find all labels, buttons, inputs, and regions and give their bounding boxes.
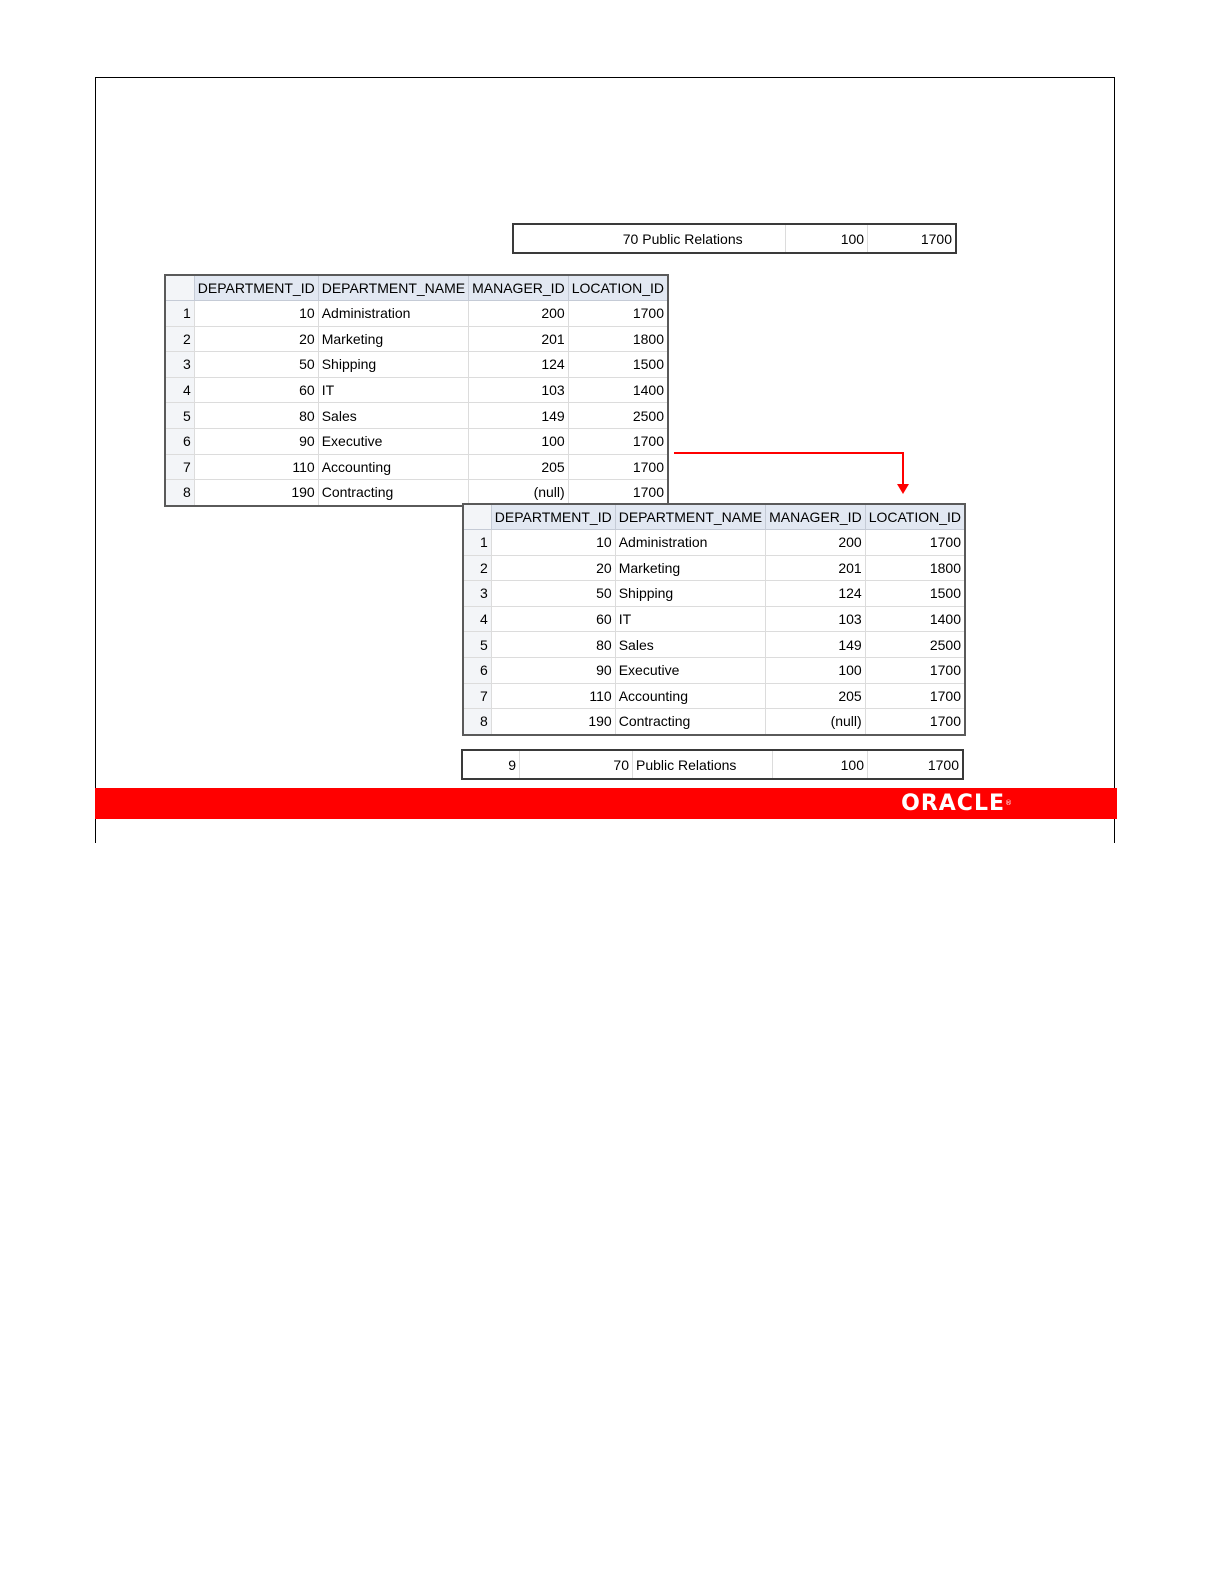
table-row	[463, 581, 965, 607]
cell-department-name: Marketing	[318, 326, 468, 352]
cell-department-id: 90	[491, 657, 615, 683]
row-number-header	[165, 275, 194, 301]
row-number: 4	[165, 377, 194, 403]
cell-department-id: 10	[194, 301, 318, 327]
table-row	[165, 301, 668, 327]
cell-manager-id: 100	[766, 657, 866, 683]
row-number: 6	[165, 428, 194, 454]
row-number: 4	[463, 606, 491, 632]
table-row	[463, 555, 965, 581]
cell-manager-id: 124	[766, 581, 866, 607]
cell-manager-id: (null)	[469, 480, 569, 506]
table-row	[165, 480, 668, 506]
cell-department-name: Accounting	[318, 454, 468, 480]
table-row	[463, 683, 965, 709]
row-number: 3	[165, 352, 194, 378]
cell-manager-id: 200	[766, 530, 866, 556]
cell-department-name: Shipping	[318, 352, 468, 378]
column-header: MANAGER_ID	[766, 504, 866, 530]
cell-department-id: 190	[491, 709, 615, 735]
oracle-logo: ORACLE®	[901, 791, 1013, 816]
cell-manager-id: 201	[469, 326, 569, 352]
row-number: 6	[463, 657, 491, 683]
cell-department-id: 10	[491, 530, 615, 556]
inserted-row-manager-id: 100	[773, 750, 868, 779]
cell-department-name: Contracting	[615, 709, 765, 735]
cell-manager-id: 149	[469, 403, 569, 429]
cell-location-id: 1800	[568, 326, 668, 352]
row-number: 8	[463, 709, 491, 735]
cell-location-id: 1500	[568, 352, 668, 378]
cell-manager-id: 103	[469, 377, 569, 403]
column-header: LOCATION_ID	[865, 504, 965, 530]
new-row-department: 70 Public Relations	[513, 224, 785, 253]
cell-manager-id: 205	[766, 683, 866, 709]
cell-location-id: 1700	[568, 428, 668, 454]
table-row	[165, 352, 668, 378]
cell-department-id: 20	[491, 555, 615, 581]
cell-department-name: IT	[615, 606, 765, 632]
cell-department-id: 50	[194, 352, 318, 378]
cell-location-id: 1400	[568, 377, 668, 403]
row-number: 5	[463, 632, 491, 658]
inserted-row-department-name: Public Relations	[633, 750, 773, 779]
cell-department-id: 90	[194, 428, 318, 454]
cell-location-id: 1700	[865, 709, 965, 735]
cell-manager-id: (null)	[766, 709, 866, 735]
cell-department-id: 20	[194, 326, 318, 352]
cell-department-name: Marketing	[615, 555, 765, 581]
table-header-row	[463, 504, 965, 530]
cell-manager-id: 124	[469, 352, 569, 378]
cell-department-name: Sales	[318, 403, 468, 429]
inserted-row	[461, 749, 964, 780]
column-header: DEPARTMENT_NAME	[318, 275, 468, 301]
row-number-header	[463, 504, 491, 530]
cell-department-name: Accounting	[615, 683, 765, 709]
cell-manager-id: 201	[766, 555, 866, 581]
cell-location-id: 1700	[865, 530, 965, 556]
cell-location-id: 1700	[568, 301, 668, 327]
table-row	[463, 530, 965, 556]
table-row	[165, 403, 668, 429]
table-row	[463, 606, 965, 632]
table-row	[165, 377, 668, 403]
cell-location-id: 2500	[865, 632, 965, 658]
table-row	[463, 632, 965, 658]
column-header: DEPARTMENT_ID	[491, 504, 615, 530]
cell-department-name: Sales	[615, 632, 765, 658]
row-number: 7	[463, 683, 491, 709]
row-number: 8	[165, 480, 194, 506]
cell-department-name: IT	[318, 377, 468, 403]
row-number: 1	[463, 530, 491, 556]
cell-department-name: Executive	[615, 657, 765, 683]
table-header-row	[165, 275, 668, 301]
new-row-manager-id: 100	[785, 224, 867, 253]
cell-department-id: 60	[194, 377, 318, 403]
cell-manager-id: 149	[766, 632, 866, 658]
cell-location-id: 1700	[568, 480, 668, 506]
table-row	[165, 326, 668, 352]
cell-location-id: 1800	[865, 555, 965, 581]
cell-location-id: 1400	[865, 606, 965, 632]
cell-manager-id: 200	[469, 301, 569, 327]
cell-department-name: Administration	[318, 301, 468, 327]
cell-department-name: Administration	[615, 530, 765, 556]
departments-table-before	[164, 274, 669, 507]
column-header: MANAGER_ID	[469, 275, 569, 301]
cell-department-id: 50	[491, 581, 615, 607]
cell-manager-id: 205	[469, 454, 569, 480]
cell-department-id: 60	[491, 606, 615, 632]
inserted-row-department-id: 70	[520, 750, 633, 779]
cell-department-id: 80	[491, 632, 615, 658]
departments-table-after	[462, 503, 966, 736]
row-number: 1	[165, 301, 194, 327]
new-row-input	[512, 223, 957, 254]
cell-department-name: Shipping	[615, 581, 765, 607]
table-row	[165, 454, 668, 480]
cell-department-id: 190	[194, 480, 318, 506]
cell-location-id: 1700	[865, 683, 965, 709]
table-row	[463, 709, 965, 735]
cell-location-id: 2500	[568, 403, 668, 429]
cell-department-id: 80	[194, 403, 318, 429]
row-number: 7	[165, 454, 194, 480]
row-number: 3	[463, 581, 491, 607]
new-row-location-id: 1700	[920, 230, 952, 247]
row-number: 2	[165, 326, 194, 352]
insert-arrow	[670, 446, 915, 498]
cell-department-id: 110	[194, 454, 318, 480]
table-row	[463, 657, 965, 683]
oracle-banner	[95, 788, 1117, 819]
column-header: DEPARTMENT_ID	[194, 275, 318, 301]
cell-location-id: 1700	[568, 454, 668, 480]
inserted-row-location-id: 1700	[927, 756, 959, 773]
cell-location-id: 1500	[865, 581, 965, 607]
cell-manager-id: 100	[469, 428, 569, 454]
column-header: DEPARTMENT_NAME	[615, 504, 765, 530]
cell-manager-id: 103	[766, 606, 866, 632]
cell-location-id: 1700	[865, 657, 965, 683]
cell-department-name: Contracting	[318, 480, 468, 506]
row-number: 5	[165, 403, 194, 429]
row-number: 2	[463, 555, 491, 581]
inserted-row-number: 9	[462, 750, 520, 779]
cell-department-id: 110	[491, 683, 615, 709]
cell-department-name: Executive	[318, 428, 468, 454]
table-row	[165, 428, 668, 454]
column-header: LOCATION_ID	[568, 275, 668, 301]
